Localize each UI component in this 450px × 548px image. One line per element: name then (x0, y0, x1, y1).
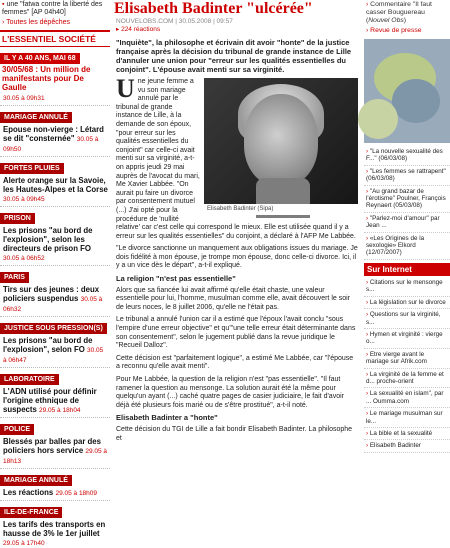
news-link[interactable]: Les tarifs des transports en hausse de 3% le 1er juillet 29.05 à 17h40 (3, 520, 106, 547)
news-label: ILE-DE-FRANCE (0, 507, 62, 518)
web-link[interactable]: › La bible et la sexualité (364, 428, 450, 440)
headline-text[interactable]: 30/05/68 : Un million de manifestants pour De Gaulle (2, 65, 91, 92)
chevron-right-icon: › (366, 278, 369, 286)
paragraph: Cette décision est "parfaitement logique", a estimé Me Labbée, car "l'épouse a reconnu qu'elle avait menti". (116, 354, 354, 371)
news-block (0, 207, 110, 266)
news-link[interactable]: Alerte orange sur la Savoie, les Hautes-Alpes et la Corse 30.05 à 09h45 (3, 176, 108, 203)
section-title: L'ESSENTIEL SOCIÉTÉ (0, 30, 110, 47)
section-heading: Sur Internet (364, 263, 450, 276)
related-link[interactable]: › "Les femmes se rattrapent" (06/03/08) (364, 166, 450, 186)
web-link[interactable]: › Questions sur la virginité, s... (364, 309, 450, 329)
news-label: LABORATOIRE (0, 374, 59, 385)
paragraph: Cette décision du TGI de Lille a fait bondir Elisabeth Badinter. La philosophe et (116, 425, 353, 442)
web-link[interactable]: › Elisabeth Badinter (364, 440, 450, 452)
news-block (0, 469, 110, 501)
news-link[interactable]: Blessés par balles par des policiers hors service 29.05 à 18h13 (3, 437, 108, 465)
left-sidebar (0, 0, 110, 547)
comment-icon: ▸ (116, 26, 120, 33)
chevron-right-icon: › (366, 234, 369, 242)
news-block (0, 266, 110, 317)
related-link[interactable]: › "Au grand bazar de l'érotisme" Poulner, François Reynaert (05/03/08) (364, 186, 450, 213)
news-label: POLICE (0, 424, 34, 435)
news-block (0, 368, 110, 418)
news-link[interactable]: Les prisons "au bord de l'explosion", selon les directeurs de prison FO 30.05 à 06h52 (3, 226, 93, 262)
reactions-link[interactable]: ▸ 224 réactions (116, 26, 161, 33)
subheading: La religion "n'est pas essentielle" (116, 274, 236, 284)
chevron-right-icon: › (2, 19, 5, 26)
chevron-right-icon: › (366, 148, 369, 155)
paragraph: Pour Me Labbée, la question de la religion n'est "pas essentielle". "Il faut ramener la question au mensonge. La solution aurait été la même pour quelqu'un ayant (...) caché quatre pages de casier judiciaire, le fait d'avoir déjà été plusieurs fois marié ou de s'être prostitué", a-t-il noté. (116, 376, 344, 409)
news-block (0, 106, 110, 157)
chevron-right-icon: › (366, 298, 369, 306)
news-link[interactable]: Les réactions 29.05 à 18h09 (3, 488, 98, 497)
paragraph: Alors que sa fiancée lui avait affirmé qu'elle était chaste, une valeur essentielle pour lui, l'homme, musulman comme elle, avait découvert le soir de leurs noces, le 8 juillet 2006, qu'elle ne l'était pas. (116, 286, 350, 311)
article-body (112, 74, 362, 443)
news-block (0, 501, 110, 548)
right-sidebar (364, 0, 450, 450)
subheading: Elisabeth Badinter a "honte" (116, 413, 218, 423)
news-label: FORTES PLUIES (0, 163, 64, 174)
article-meta: NOUVELOBS.COM | 30.05.2008 | 09:57 (116, 18, 233, 25)
chevron-right-icon: › (366, 214, 369, 222)
drop-cap: U (116, 74, 135, 103)
web-link[interactable]: › La virginité de la femme et d... proche-orient (364, 369, 450, 389)
web-link[interactable]: › La sexualité en islam", par ... Oumma.com (364, 388, 450, 408)
web-link[interactable]: › Le mariage musulman sur le... (364, 408, 450, 428)
headline-label: IL Y A 40 ANS, MAI 68 (0, 53, 80, 64)
chevron-right-icon: › (366, 350, 369, 358)
chevron-right-icon: › (366, 330, 369, 338)
web-link[interactable]: › La législation sur le divorce (364, 297, 450, 309)
paragraph: "Le divorce sanctionne un manquement aux obligations issues du mariage. Je dois fidélité à mon épouse, je trompe mon épouse, donc celle-ci divorce. Ici, il y a un vice dès le départ", a-t-il expliqué. (116, 245, 358, 270)
news-block (0, 157, 110, 207)
web-link[interactable]: › Etre vierge avant le mariage sur Afrik.com (364, 349, 450, 369)
article-title: Elisabeth Badinter "ulcérée" (114, 0, 313, 17)
chevron-right-icon: › (366, 27, 369, 34)
article (112, 0, 362, 450)
press-review-link[interactable]: › Revue de presse (366, 27, 422, 34)
related-link[interactable]: › "La nouvelle sexualité des F..." (06/03/08) (364, 146, 450, 166)
paragraph: Le tribunal a annulé l'union car il a estimé que l'époux l'avait conclu "sous l'empire d'une erreur objective" et qu'"une telle erreur était déterminante dans son consentement", selon le jugement publié dans la revue juridique le "Recueil Dalloz". (116, 316, 356, 350)
comment-link[interactable]: › Commentaire "Il faut casser Bouguereau (Nouvel Obs) (366, 1, 432, 24)
news-label: MARIAGE ANNULÉ (0, 112, 72, 123)
ad-banner[interactable] (364, 39, 450, 143)
chevron-right-icon: › (366, 390, 369, 398)
news-label: PRISON (0, 213, 35, 224)
related-link[interactable]: › "Parlez-moi d'amour" par Jean ... (364, 213, 450, 233)
chevron-right-icon: › (366, 429, 369, 437)
news-label: PARIS (0, 272, 29, 283)
chevron-right-icon: › (366, 311, 369, 319)
news-link[interactable]: Les prisons "au bord de l'explosion", selon FO 30.05 à 06h47 (3, 336, 104, 364)
chevron-right-icon: › (366, 1, 369, 8)
article-intro: "Inquiète", la philosophe et écrivain dit avoir "honte" de la justice française après la décision du tribunal de grande instance de Lille d'annuler une union pour "erreur sur les qualités essentielles du conjoint". L'épouse avait menti sur sa virginité. (116, 38, 352, 74)
article-photo (204, 78, 358, 215)
chevron-right-icon: › (366, 187, 369, 195)
news-link[interactable]: L'ADN utilisé pour définir l'origine ethnique de suspects 29.05 à 18h04 (3, 387, 97, 414)
news-block (0, 418, 110, 469)
news-block (0, 317, 110, 368)
news-link[interactable]: Epouse non-vierge : Létard se dit "consternée" 30.05 à 09h50 (3, 125, 104, 153)
chevron-right-icon: › (366, 442, 369, 450)
related-link[interactable]: › «Les Origines de la sexologie» Elkord (12/07/2007) (364, 233, 450, 260)
headline-date: 30.05 à 09h31 (3, 95, 45, 102)
photo-caption: Elisabeth Badinter (Sipa) (204, 204, 358, 215)
all-dispatches-link[interactable]: › Toutes les dépêches (2, 19, 70, 26)
news-label: JUSTICE SOUS PRESSION(S) (0, 323, 107, 334)
top-dispatch[interactable]: ▪ une "fatwa contre la liberté des femmes" [AP 04h40] (2, 1, 103, 16)
bullet-icon: ▪ (2, 1, 5, 8)
web-link[interactable]: › Citations sur le mensonge s... (364, 277, 450, 297)
news-link[interactable]: Tirs sur des jeunes : deux policiers suspendus 30.05 à 06h32 (3, 285, 103, 313)
web-link[interactable]: › Hymen et virginité : vierge o... (364, 329, 450, 349)
chevron-right-icon: › (366, 410, 369, 418)
chevron-right-icon: › (366, 167, 369, 175)
paragraph: Une jeune femme a vu son mariage annulé par le tribunal de grande instance de Lille, à la demande de son époux, "pour erreur sur les qualités essentielles du conjoint" car celle-ci avait menti sur sa virginité, a-t-on appris jeudi 29 mai auprès de l'avocat du mari, Me Xavier Labbée. "On aurait pu faire un divorce par consentement mutuel (...) J'ai opté pour la procédure de 'nullité relative' car c'est celle qui correspond le mieux. Elle est utilisée quand il y a erreur sur les qualités essentielles" du conjoint, a déclaré à l'AFP Me Labbée. (116, 74, 356, 240)
chevron-right-icon: › (366, 370, 369, 378)
news-label: MARIAGE ANNULÉ (0, 475, 72, 486)
